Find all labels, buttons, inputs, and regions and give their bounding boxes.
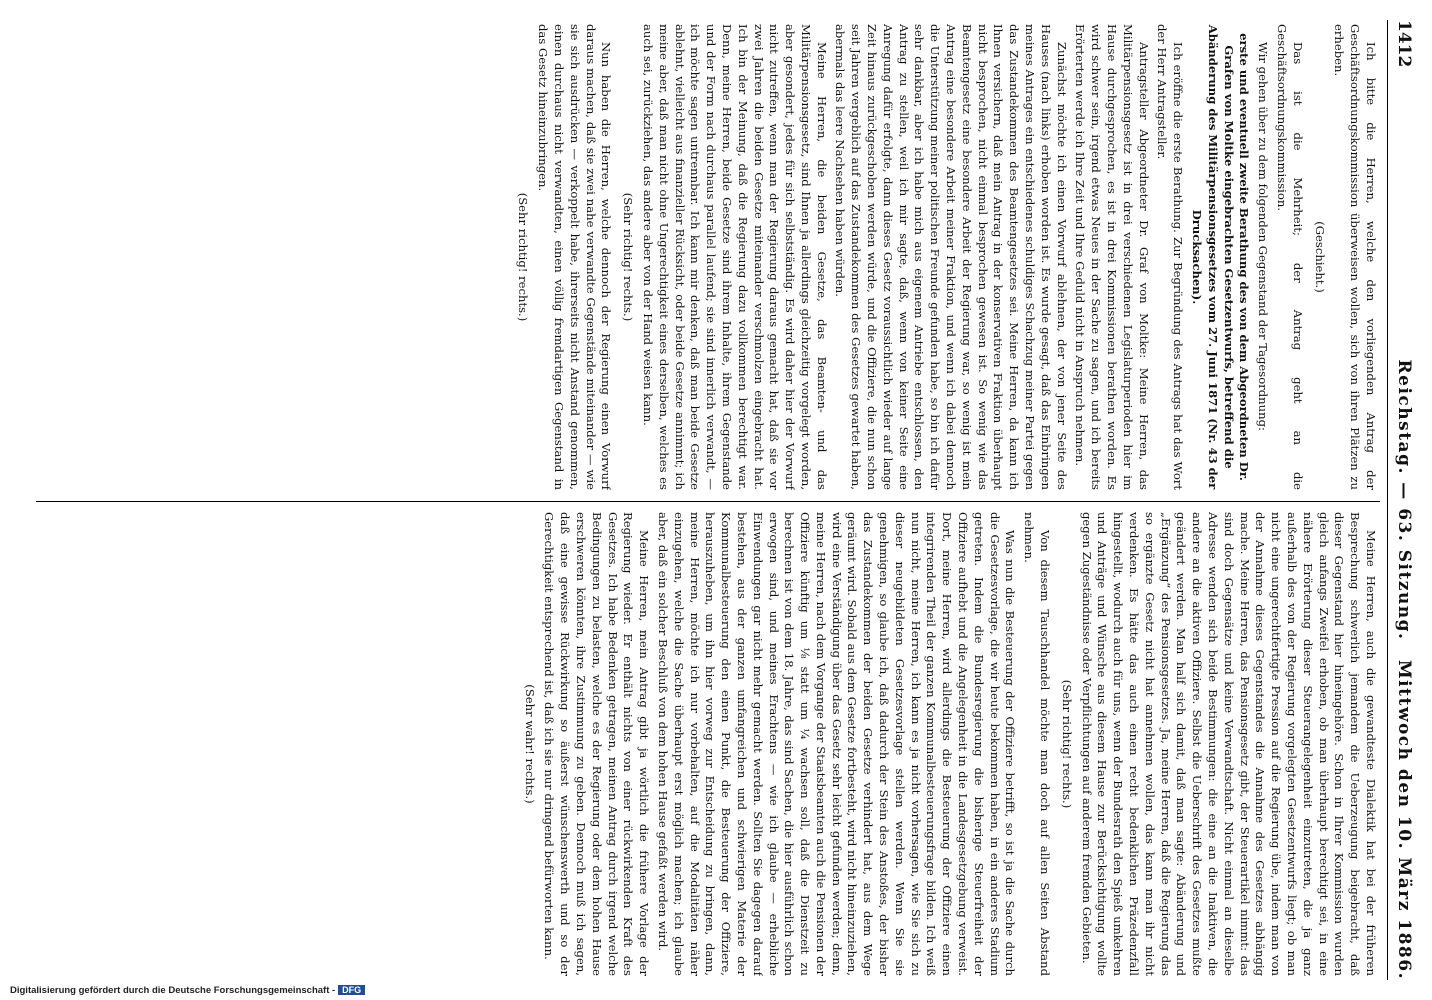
digitization-text: Digitalisierung gefördert durch die Deutsche Forschungsgemeinschaft - xyxy=(10,985,336,996)
paragraph: Zunächst möchte ich einen Vorwurf ablehnen, der von jener Seite des Hauses (nach links) erhoben worden ist. Es wurde gesagt, daß das Einbringen meines Antrages ein entschiedenes schuldiges Schachzug meiner Partei gegen das Zustandekommen des Beamtengesetzes sei. Meine Herren, da kann ich Ihnen versichern, daß mein Antrag in der konservativen Fraktion überhaupt nicht besprochen, nicht einmal besprochen gewesen ist. So wenig wie das Beamtengesetz eine besondere Arbeit der Regierung war, so wenig ist mein Antrag eine besondere Arbeit meiner Fraktion, und wenn ich dabei dennoch die Unterstützung meiner politischen Freunde gefunden habe, so bin ich dafür sehr dankbar, aber ich habe mich aus eigenem Antriebe entschlossen, den Antrag zu stellen, weil ich mir sagte, daß, wenn von keiner Seite eine Anregung dafür erfolgte, dann dieses Gesetz voraussichtlich wieder auf lange Zeit hinaus zurückgeschoben werden würde, und die Offiziere, die nun schon seit Jahren vergeblich auf das Zustandekommen des Gesetzes gewartet haben, abermals das leere Nachsehen haben würden. xyxy=(833,24,1069,490)
paragraph: Meine Herren, die beiden Gesetze, das Beamten- und das Militärpensionsgesetz, sind Ihnen ja allerdings gleichzeitig vorgelegt worden, aber gesondert, jedes für sich selbstständig. Es wird daher hier der Vorwurf nicht zutreffen, wenn man der Regierung daraus gemacht hat, daß sie vor zwei Jahren die beiden Gesetze miteinander verschmolzen eingebracht hat. Ich bin der Meinung, daß die Regierung dazu vollkommen berechtigt war. Denn, meine Herren, beide Gesetze sind ihrem Inhalte, ihrem Gegenstande und der Form nach durchaus parallel laufend; sie sind innerlich verwandt, — ich möchte sagen untrennbar. Ich kann mir denken, daß man beide Gesetze ablehnt, vielleicht aus finanzieller Rücksicht, oder beide Gesetze annimmt; ich meine aber, daß man nicht ohne Ungerechtigkeit eines derselben, welches es auch sei, zurückziehen, das andere aber von der Hand weisen kann. xyxy=(640,24,829,490)
page-number: 1412 xyxy=(1394,20,1414,68)
running-header xyxy=(1386,20,1414,980)
header-date: Mittwoch den 10. März 1886. xyxy=(1394,659,1414,980)
header-rule xyxy=(1387,20,1388,980)
paragraph: Wir gehen über zu dem folgenden Gegenstand der Tagesordnung: xyxy=(1256,42,1271,431)
paragraph: Nun haben die Herren, welche dennoch der Regierung einen Vorwurf daraus machen, daß sie zwei nahe verwandte Gegenstände miteinander — wie sie sich ausdrücken — verkoppelt habe, ihrerseits nicht Anstand genommen, einen durchaus nicht verwandten, einen völlig fremdartigen Gegenstand in das Gesetz hineinzubringen. xyxy=(536,24,614,490)
interjection: (Sehr richtig! rechts.) xyxy=(621,192,636,322)
agenda-item: erste und eventuell zweite Berathung des von dem Abgeordneten Dr. Grafen von Moltke eingebrachten Gesetzentwurfs, betreffend die Abänderung des Militärpensionsgesetzes vom 27. Juni 1871 (Nr. 43 der Drucksachen). xyxy=(1190,24,1252,490)
paragraph: Das ist die Mehrheit; der Antrag geht an die Geschäftsordnungskommission. xyxy=(1275,24,1305,490)
digitization-credit xyxy=(10,985,365,996)
interjection: (Sehr richtig! rechts.) xyxy=(1059,679,1074,809)
paragraph: Antragsteller Abgeordneter Dr. Graf von Moltke: Meine Herren, das Militärpensionsgesetz ist in drei verschiedenen Legislaturperioden hier im Hause durchgesprochen, es ist in drei Kommissionen berathen worden. Es wird schwer sein, irgend etwas Neues in der Sache zu sagen, und ich bereits Erörterten werde ich Ihre Zeit und Ihre Geduld nicht in Anspruch nehmen. xyxy=(1073,24,1151,490)
interjection: (Sehr wahr! rechts.) xyxy=(522,684,537,804)
paragraph: Ich bitte die Herren, welche den vorliegenden Antrag der Geschäftsordnungskommission überweisen wollen, sich von ihren Plätzen zu erheben. xyxy=(1332,24,1378,490)
paragraph: Meine Herren, mein Antrag gibt ja wörtlich die frühere Vorlage der Regierung wieder. Er enthält nichts von einer rückwirkenden Kraft des Gesetzes. Ich habe Bedenken getragen, meinen Antrag durch irgend welche Bedingungen zu belasten, welche es der Regierung oder dem hohen Hause erschweren könnten, ihre Zustimmung zu geben. Dennoch muß ich sagen, daß eine gewisse Rückwirkung so äußerst wünschenswerth und so der Gerechtigkeit entsprechend ist, daß ich sie nur dringend befürworten kann. xyxy=(542,512,652,976)
interjection: (Sehr richtig! rechts.) xyxy=(516,192,531,322)
paragraph: Von diesem Tauschhandel möchte man doch auf allen Seiten Abstand nehmen. xyxy=(1022,512,1053,976)
paragraph: Was nun die Besteuerung der Offiziere betrifft, so ist ja die Sache durch die Gesetzesvorlage, die wir heute bekommen haben, in ein anderes Stadium getreten. Indem die Bundesregierung die bisherige Steuerfreiheit der Offiziere aufhebt und die Angelegenheit in die Landesgesetzgebung verweist. Dort, meine Herren, wird allerdings die Besteuerung der Offiziere einen integrirenden Theil der ganzen Kommunalbesteuerungsfrage bilden. Ich weiß nun nicht, meine Herren, ich kann es ja nicht vorhersagen, wie Sie sich zu dieser neugebildeten Gesetzesvorlage stellen werden. Wenn Sie sie genehmigen, so glaube ich, daß dadurch der Stein des Anstoßes, der bisher das Zustandekommen der beiden Gesetze verhindert hat, aus dem Wege geräumt wird. Sobald aus dem Gesetze fortbesteht, wird nicht hineinzuziehen, wird eine Verständigung über das Gesetz sehr leicht gefunden werden; denn, meine Herren, nach dem Vorgange der Staatsbeamten auch die Pensionen der Offiziere künftig um ⅛ statt um ¼ wachsen soll, daß die Dienstzeit zu berechnen ist von dem 18. Jahre, das sind Sachen, die hier ausführlich schon erwogen sind, und meines Erachtens — wie ich glaube — erhebliche Einwendungen gar nicht mehr gemacht werden. Sollten Sie dagegen darauf bestehen, aus der ganzen umfangreichen und schwierigen Materie der Kommunalbesteuerung den einen Punkt, die Besteuerung der Offiziere, herauszuheben, um ihn hier vorweg zur Entscheidung zu bringen, dann, meine Herren, möchte ich nur vorbehalten, auf die Modalitäten näher einzugehen, welche die Sache überhaupt erst möglich machen; ich glaube aber, daß ein solcher Beschluß von dem hohen Hause gefaßt werden wird. xyxy=(655,512,1018,976)
right-column xyxy=(30,512,1378,976)
header-session: Reichstag. — 63. Sitzung. xyxy=(1394,359,1414,641)
interjection: (Geschieht.) xyxy=(1312,221,1327,293)
column-divider xyxy=(36,501,1380,502)
left-column xyxy=(30,24,1378,490)
dfg-badge: DFG xyxy=(338,985,365,995)
paragraph: Ich eröffne die erste Berathung. Zur Begründung des Antrags hat das Wort der Herr Antragsteller. xyxy=(1155,24,1186,490)
paragraph: Meine Herren, auch die gewandteste Dialektik hat bei der früheren Besprechung schwerlich jemandem die Ueberzeugung beigebracht, daß dieser Gegenstand hier hineingehöre. Schon in Ihrer Kommission wurden gleich anfangs Zweifel erhoben, ob man überhaupt berechtigt sei, in eine nähere Erörterung dieser Steuerangelegenheit einzutreten, die ja ganz außerhalb des von der Regierung vorgelegten Gesetzentwurfs liegt; ob man nicht eine ungerechtfertigte Pression auf die Regierung übe, indem man von der Annahme dieses Gegenstandes die Annahme des Gesetzes abhängig mache. Meine Herren, das Pensionsgesetz gibt, der Steuerartikel nimmt: das sind doch Gegensätze und keine Verwandtschaft. Nicht einmal an dieselbe Adresse wenden sich beide Bestimmungen: die eine an die Inaktiven, die andere an die aktiven Offiziere. Selbst die Ueberschrift des Gesetzes mußte geändert werden. Man half sich damit, daß man sagte: Abänderung und „Ergänzung“ des Pensionsgesetzes. Ja, meine Herren, daß die Regierung das so ergänzte Gesetz nicht hat annehmen wollen, das kann man ihr nicht verdenken. Es hätte das auch einen recht bedenklichen Präzedenzfall hingestellt, wodurch auch für uns, wenn der Bundesrath den Spieß umkehren und Anträge und Wünsche aus diesem Hause zur Berücksichtigung wollte gegen Zugeständnisse oder Verpflichtungen auf anderem fremden Gebieten. xyxy=(1079,512,1378,976)
